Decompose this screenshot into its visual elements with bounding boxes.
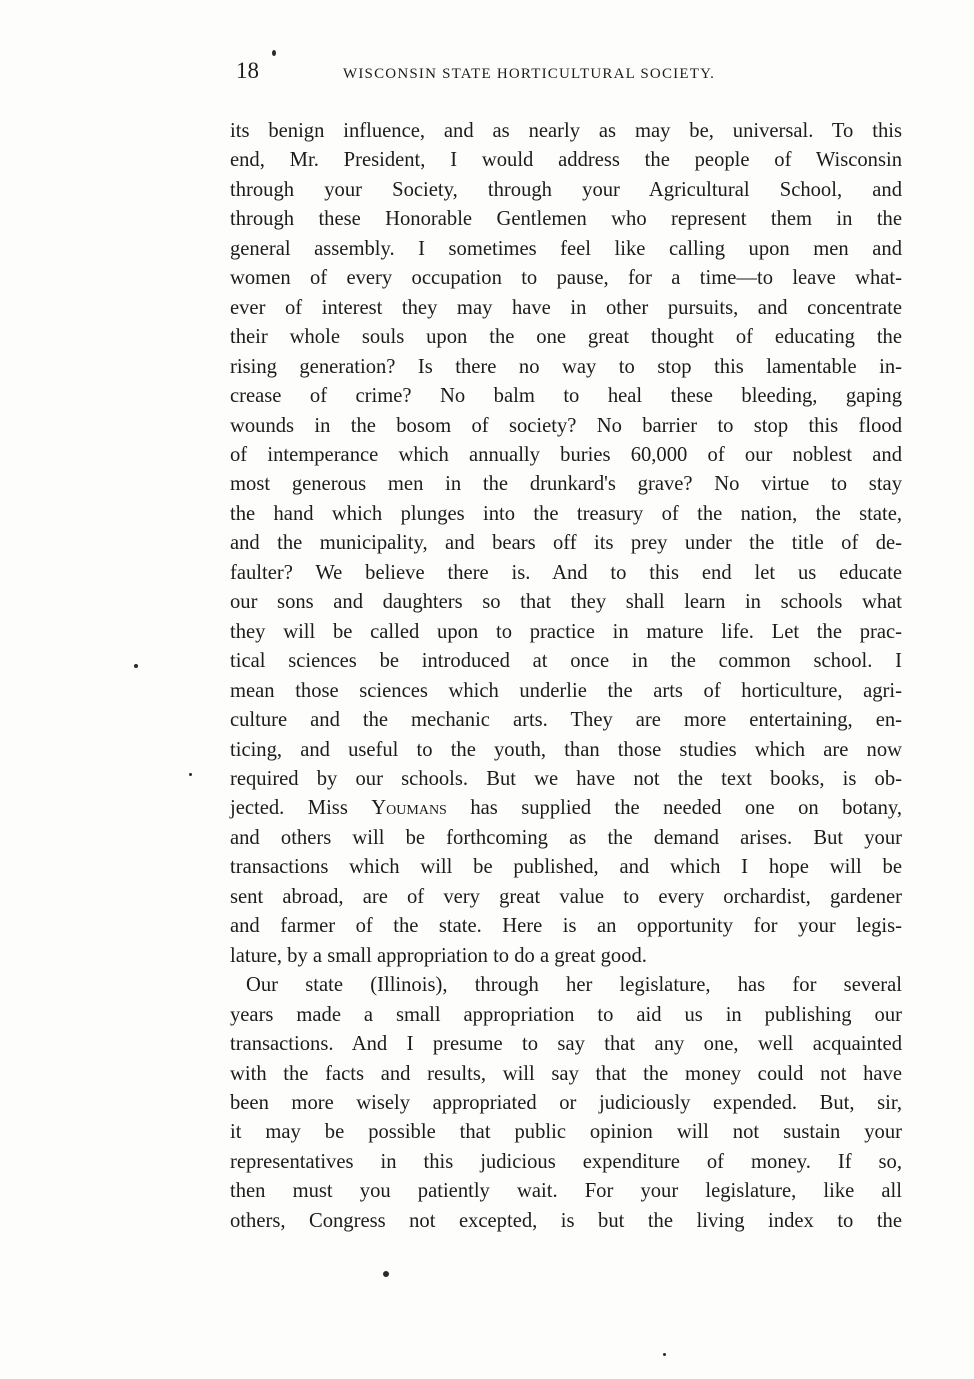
text-line: Our state (Illinois), through her legislature, has for several — [246, 974, 902, 997]
text-line: transactions. And I presume to say that any one, well acquainted — [230, 1033, 902, 1056]
text-line: lature, by a small appropriation to do a great good. — [230, 944, 647, 967]
text-line: and the municipality, and bears off its prey under the title of de- — [230, 532, 902, 555]
page-number: 18 — [236, 58, 259, 83]
text-line: years made a small appropriation to aid us in publishing our — [230, 1003, 902, 1026]
text-line: of intemperance which annually buries 60,000 of our noblest and — [230, 443, 902, 466]
text-line: ever of interest they may have in other pursuits, and concentrate — [230, 296, 902, 319]
text-line: crease of crime? No balm to heal these bleeding, gaping — [230, 385, 902, 408]
text-line: tical sciences be introduced at once in the common school. I — [230, 650, 902, 673]
text-line: it may be possible that public opinion will not sustain your — [230, 1121, 902, 1144]
text-line: they will be called upon to practice in mature life. Let the prac- — [230, 620, 902, 643]
ink-speck — [272, 50, 276, 56]
page-header — [236, 58, 796, 84]
text-line: sent abroad, are of very great value to every orchardist, gardener — [230, 885, 902, 908]
text-line: through your Society, through your Agricultural School, and — [230, 178, 902, 201]
text-line: its benign influence, and as nearly as may be, universal. To this — [230, 120, 902, 142]
text-line: rising generation? Is there no way to stop this lamentable in- — [230, 355, 902, 378]
text-line: jected. Miss Youmans has supplied the needed one on botany, — [230, 797, 902, 820]
text-line: with the facts and results, will say that the money could not have — [230, 1062, 902, 1085]
text-line: culture and the mechanic arts. They are more entertaining, en- — [230, 709, 902, 732]
text-line: and farmer of the state. Here is an opportunity for your legis- — [230, 915, 902, 938]
text-line: transactions which will be published, and which I hope will be — [230, 856, 902, 879]
text-line: ticing, and useful to the youth, than those studies which are now — [230, 738, 902, 761]
running-head: WISCONSIN STATE HORTICULTURAL SOCIETY. — [343, 66, 716, 82]
text-line: the hand which plunges into the treasury of the nation, the state, — [230, 502, 902, 525]
text-line: most generous men in the drunkard's grave? No virtue to stay — [230, 473, 902, 496]
text-line: our sons and daughters so that they shall learn in schools what — [230, 591, 902, 614]
text-line: faulter? We believe there is. And to this end let us educate — [230, 561, 902, 584]
text-line: representatives in this judicious expenditure of money. If so, — [230, 1150, 902, 1173]
ink-speck — [189, 773, 192, 776]
ink-speck — [663, 1353, 666, 1356]
text-line: and others will be forthcoming as the demand arises. But your — [230, 826, 902, 849]
body-text — [230, 117, 902, 1236]
text-line: others, Congress not excepted, is but the living index to the — [230, 1209, 902, 1232]
paragraph-1 — [230, 117, 902, 971]
paragraph-2 — [230, 971, 902, 1236]
ink-speck — [134, 664, 138, 668]
text-line: mean those sciences which underlie the arts of horticulture, agri- — [230, 679, 902, 702]
text-line: end, Mr. President, I would address the people of Wisconsin — [230, 149, 902, 172]
text-line: then must you patiently wait. For your legislature, like all — [230, 1180, 902, 1203]
text-line: been more wisely appropriated or judiciously expended. But, sir, — [230, 1091, 902, 1114]
text-line: wounds in the bosom of society? No barrier to stop this flood — [230, 414, 902, 437]
text-line: general assembly. I sometimes feel like calling upon men and — [230, 237, 902, 260]
text-line: their whole souls upon the one great thought of educating the — [230, 326, 902, 349]
small-caps-name: Youmans — [371, 797, 447, 820]
ink-speck — [383, 1271, 389, 1277]
text-line: required by our schools. But we have not the text books, is ob- — [230, 767, 902, 790]
text-line: women of every occupation to pause, for a time—to leave what- — [230, 267, 902, 290]
text-line: through these Honorable Gentlemen who represent them in the — [230, 208, 902, 231]
